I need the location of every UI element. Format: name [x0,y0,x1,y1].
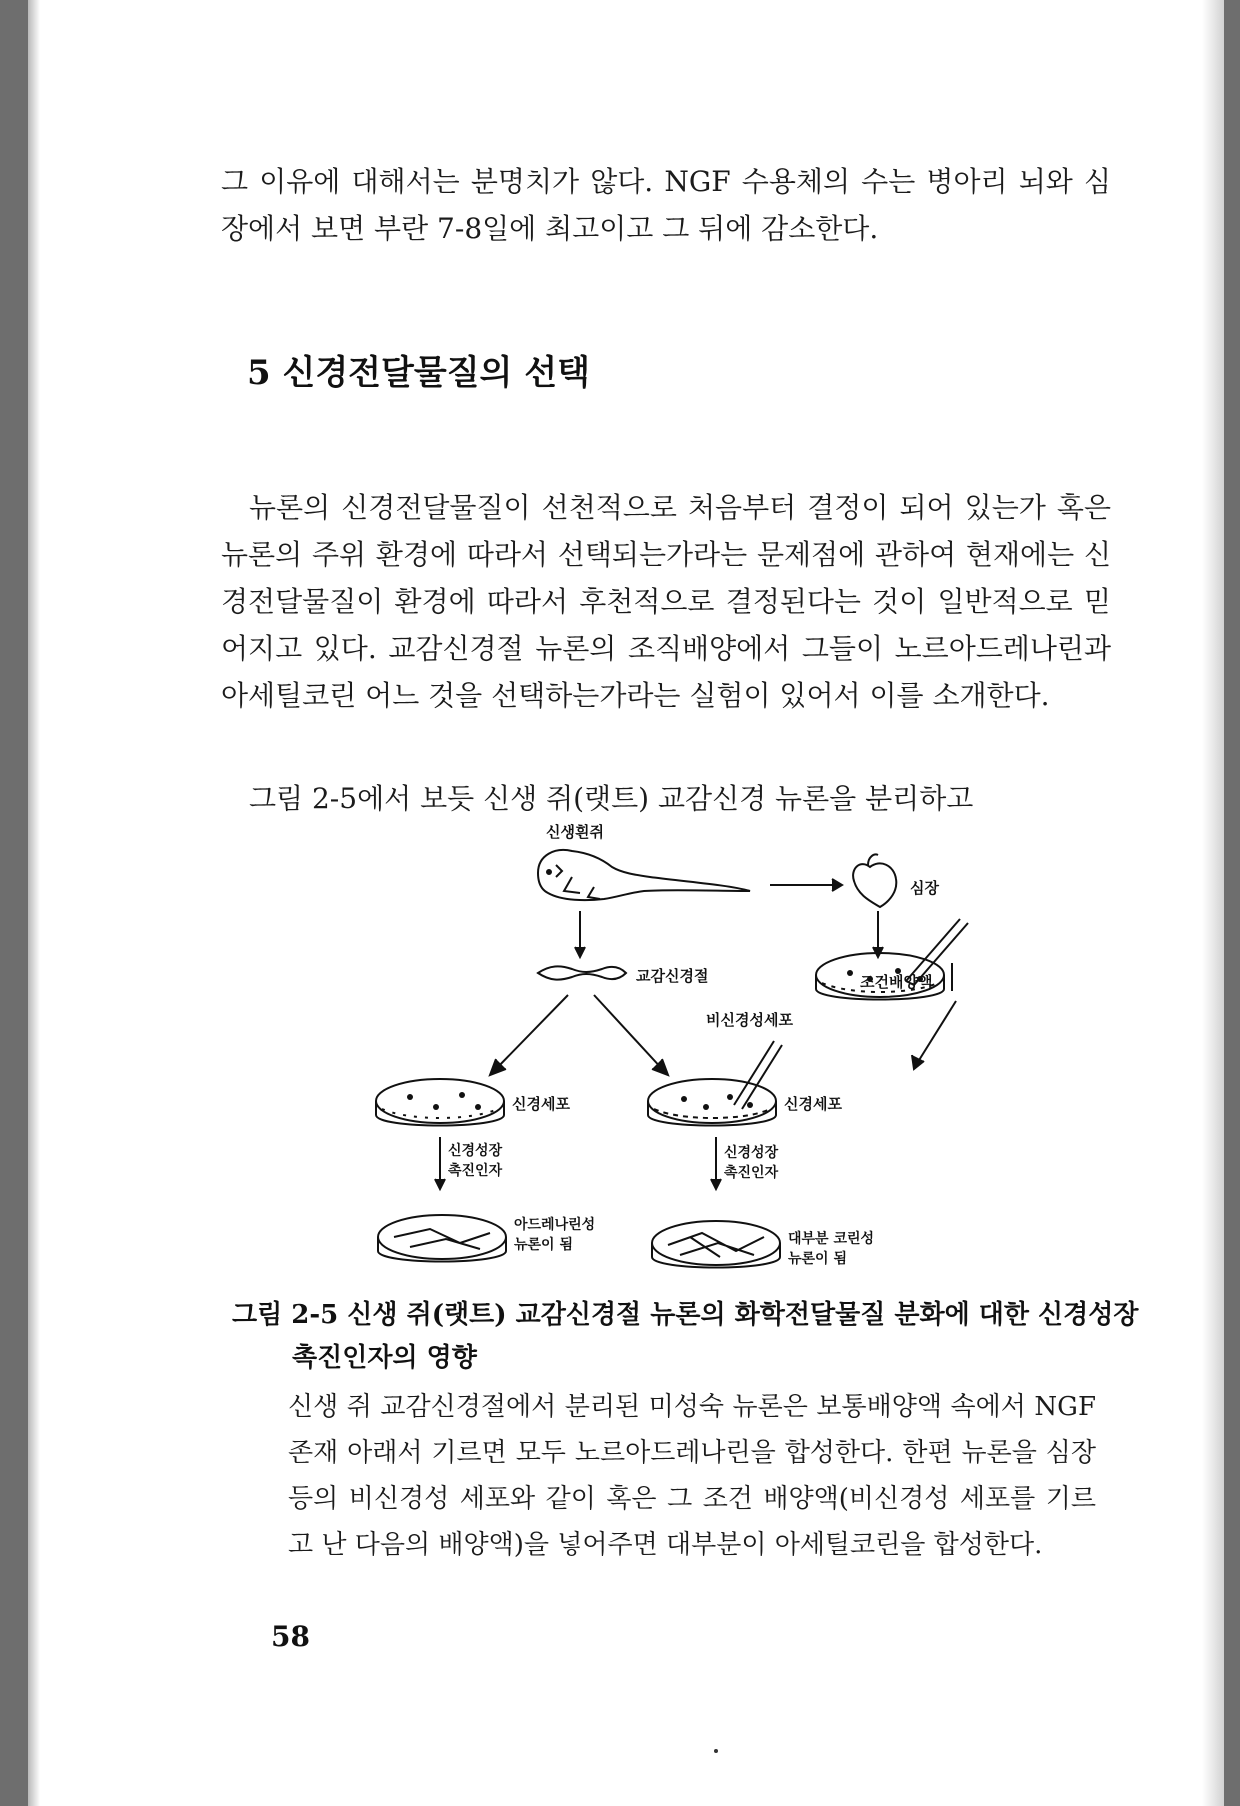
figure-2-5-diagram [350,815,970,1285]
label-newborn-rat: 신생흰쥐 [546,823,604,841]
paragraph-transmitter-selection: 뉴론의 신경전달물질이 선천적으로 처음부터 결정이 되어 있는가 혹은 뉴론의 주위 환경에 따라서 선택되는가라는 문제점에 관하여 현재에는 신경전달물질이 환경에 따라서 후천적으로 결정된다는 것이 일반적으로 믿어지고 있다. 교감신경절 뉴론의 조직배양에서 그들이 노르아드레나린과 아세틸코린 어느 것을 선택하는가라는 실험이 있어서 이를 소개한다. [221,491,1111,712]
label-ngf-right-line-1: 신경성장 [724,1145,779,1161]
label-cholinergic-line-1: 대부분 코린성 [788,1231,875,1247]
page-edge-shadow [1202,0,1224,1806]
dish-nerve-cells-left [376,1079,504,1126]
label-adrenergic-line-1: 아드레나린성 [514,1217,596,1233]
heart-illustration [853,863,896,907]
page-binding-shadow [28,0,40,1806]
label-conditioned-medium: 조건배양액 [860,973,933,991]
label-ngf-left-line-2: 촉진인자 [448,1163,503,1179]
label-non-neuronal-cells: 비신경성세포 [706,1011,793,1029]
label-adrenergic-line-2: 뉴론이 됨 [514,1237,573,1253]
dish-adrenergic [378,1215,506,1262]
section-heading: 5 신경전달물질의 선택 [247,353,590,393]
page-number: 58 [271,1620,310,1653]
label-nerve-cells-right: 신경세포 [784,1095,842,1113]
figure-caption-title: 그림 2-5 신생 쥐(랫트) 교감신경절 뉴론의 화학전달물질 분화에 대한 신경성장 촉진인자의 영향 [232,1300,1139,1373]
label-cholinergic-line-2: 뉴론이 됨 [788,1251,847,1267]
scan-speck [714,1749,718,1753]
dish-cholinergic [652,1221,780,1268]
label-heart: 심장 [910,879,939,897]
label-ngf-right-line-2: 촉진인자 [724,1165,779,1181]
figure-caption-body: 신생 쥐 교감신경절에서 분리된 미성숙 뉴론은 보통배양액 속에서 NGF 존재 아래서 기르면 모두 노르아드레나린을 합성한다. 한편 뉴론을 심장 등의 비신경성 세포와 같이 혹은 그 조건 배양액(비신경성 세포를 기르고 난 다음의 배양액)을 넣어주면 대부분이 아세틸코린을 합성한다. [288,1392,1096,1560]
rat-illustration [538,850,750,900]
ganglion-illustration [538,966,626,979]
label-ngf-left-line-1: 신경성장 [448,1143,503,1159]
paragraph-ngf-receptor: 그 이유에 대해서는 분명치가 않다. NGF 수용체의 수는 병아리 뇌와 심장에서 보면 부란 7-8일에 최고이고 그 뒤에 감소한다. [221,165,1111,245]
paragraph-figure-intro: 그림 2-5에서 보듯 신생 쥐(랫트) 교감신경 뉴론을 분리하고 [249,782,974,815]
label-sympathetic-ganglion: 교감신경절 [636,967,709,985]
label-nerve-cells-left: 신경세포 [512,1095,570,1113]
